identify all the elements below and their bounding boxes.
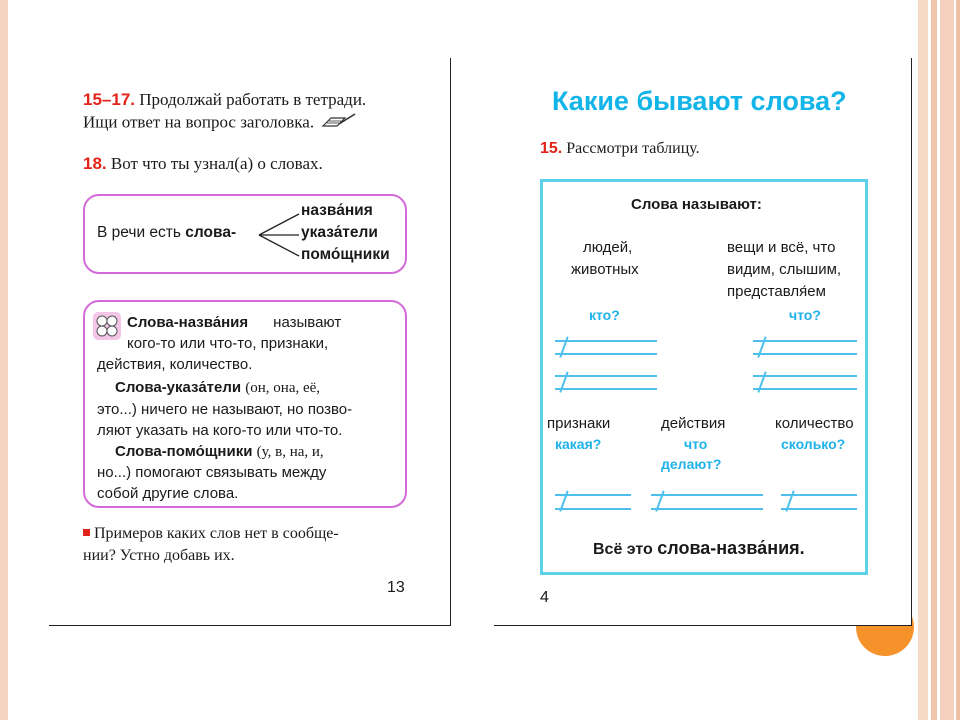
children-faces-icon — [93, 312, 121, 340]
rule-line: но...) помогают связывать между — [97, 464, 327, 481]
rule-line: Слова-помо́щники (у, в, на, и, — [115, 443, 324, 460]
table-conclusion: Всё это слова-назва́ния. — [593, 538, 805, 558]
red-square-bullet-icon — [83, 529, 90, 536]
scheme-box — [83, 194, 407, 274]
writing-line — [555, 375, 657, 377]
notebook-pencil-icon — [321, 112, 357, 135]
bottom-question-line2: нии? Устно добавь их. — [83, 547, 235, 564]
table-cell: вещи и всё, что — [727, 239, 836, 256]
task-number: 18. — [83, 154, 107, 173]
rule-line: ляют указать на кого-то или что-то. — [97, 422, 343, 439]
question-which: какая? — [555, 436, 602, 452]
table-cell: видим, слышим, — [727, 261, 842, 278]
bottom-question: Примеров каких слов нет в сообще- — [83, 525, 339, 543]
table-title: Слова называют: — [631, 196, 762, 213]
table-cell: действия — [661, 415, 726, 432]
rule-line: Слова-назва́ния называют — [127, 314, 342, 331]
table-cell: животных — [571, 261, 639, 278]
writing-line — [753, 340, 857, 342]
scheme-item: помо́щники — [301, 246, 390, 263]
question-what-do-line2: делают? — [661, 456, 722, 472]
rule-box — [83, 300, 407, 508]
writing-line — [753, 353, 857, 355]
writing-line — [781, 508, 857, 510]
rule-line: собой другие слова. — [97, 485, 239, 502]
term-names: Слова-назва́ния — [127, 314, 249, 331]
page-title: Какие бывают слова? — [552, 86, 847, 116]
task-15-17-line2: Ищи ответ на вопрос заголовка. — [83, 112, 357, 135]
decor-stripe — [940, 0, 954, 720]
decor-stripe — [918, 0, 928, 720]
decor-stripe — [956, 0, 960, 720]
rule-line: Слова-указа́тели (он, она, её, — [115, 379, 321, 396]
left-textbook-page — [49, 58, 451, 626]
writing-line — [555, 340, 657, 342]
writing-line — [555, 508, 631, 510]
question-what: что? — [789, 307, 821, 323]
writing-line — [651, 508, 763, 510]
task-number: 15. — [540, 140, 563, 157]
page-number: 13 — [387, 579, 405, 596]
question-how-many: сколько? — [781, 436, 846, 452]
writing-line — [651, 494, 763, 496]
writing-line — [555, 353, 657, 355]
scheme-text: В речи есть слова- — [97, 224, 237, 241]
task-number: 15–17. — [83, 90, 135, 109]
task-15 — [540, 140, 700, 158]
task-18 — [83, 154, 323, 174]
scheme-item: указа́тели — [301, 224, 378, 241]
writing-line — [753, 388, 857, 390]
task-15-17 — [83, 90, 366, 110]
term-helpers: Слова-помо́щники — [115, 443, 253, 460]
rule-line: кого-то или что-то, признаки, — [127, 335, 329, 352]
writing-line — [753, 375, 857, 377]
question-who: кто? — [589, 307, 620, 323]
table-cell: представля́ем — [727, 283, 826, 300]
right-textbook-page — [494, 58, 912, 626]
table-cell: количество — [775, 415, 854, 432]
scheme-branch-lines — [257, 206, 301, 264]
table-cell: признаки — [547, 415, 611, 432]
task-text: Рассмотри таблицу. — [566, 140, 700, 157]
words-table — [540, 179, 868, 575]
rule-line: это...) ничего не называют, но позво- — [97, 401, 353, 418]
decor-stripe — [931, 0, 937, 720]
task-text: Продолжай работать в тетради. — [139, 90, 367, 109]
rule-line: действия, количество. — [97, 356, 253, 373]
table-cell: людей, — [583, 239, 633, 256]
writing-line — [555, 388, 657, 390]
page-number: 4 — [540, 589, 549, 606]
task-text: Вот что ты узнал(а) о словах. — [110, 154, 323, 173]
slide-left-border — [0, 0, 8, 720]
term-pointers: Слова-указа́тели — [115, 379, 242, 396]
scheme-item: назва́ния — [301, 202, 373, 219]
question-what-do: что — [684, 436, 708, 452]
